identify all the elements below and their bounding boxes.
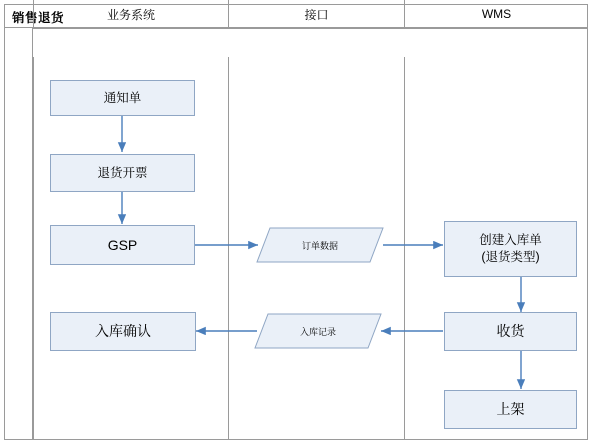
node-gsp-label: GSP: [107, 236, 138, 253]
node-return-invoice[interactable]: [50, 154, 195, 192]
lane-header-business-system: [33, 0, 228, 29]
lane-header-interface-label: 接口: [304, 7, 329, 22]
node-create-inbound-label-line1: 创建入库单: [479, 233, 542, 248]
parallelogram-shape-inbound-record: [254, 313, 382, 349]
parallelogram-shape-order-data: [256, 227, 384, 263]
lane-left-strip: [4, 28, 33, 440]
lane-header-wms: [404, 0, 588, 29]
node-inbound-record[interactable]: [254, 313, 382, 349]
lane-header-interface: [228, 0, 404, 29]
node-putaway[interactable]: [444, 390, 577, 429]
node-receive[interactable]: [444, 312, 577, 351]
node-gsp[interactable]: [50, 225, 195, 265]
node-create-inbound[interactable]: [444, 221, 577, 277]
lane-header-business-system-label: 业务系统: [106, 7, 155, 22]
node-order-data-label: 订单数据: [301, 240, 338, 251]
node-notice-label: 通知单: [103, 90, 142, 105]
node-inbound-confirm-label: 入库确认: [95, 323, 151, 340]
node-order-data[interactable]: [256, 227, 384, 263]
node-putaway-label: 上架: [496, 401, 525, 418]
diagram-title: 销售退货: [12, 11, 65, 25]
node-inbound-record-label: 入库记录: [299, 326, 336, 337]
node-receive-label: 收货: [496, 323, 525, 340]
node-create-inbound-label-line2: (退货类型): [481, 250, 540, 264]
node-notice[interactable]: [50, 80, 195, 116]
node-inbound-confirm[interactable]: [50, 312, 196, 351]
lane-header-wms-label: WMS: [481, 7, 512, 21]
node-return-invoice-label: 退货开票: [97, 165, 148, 180]
